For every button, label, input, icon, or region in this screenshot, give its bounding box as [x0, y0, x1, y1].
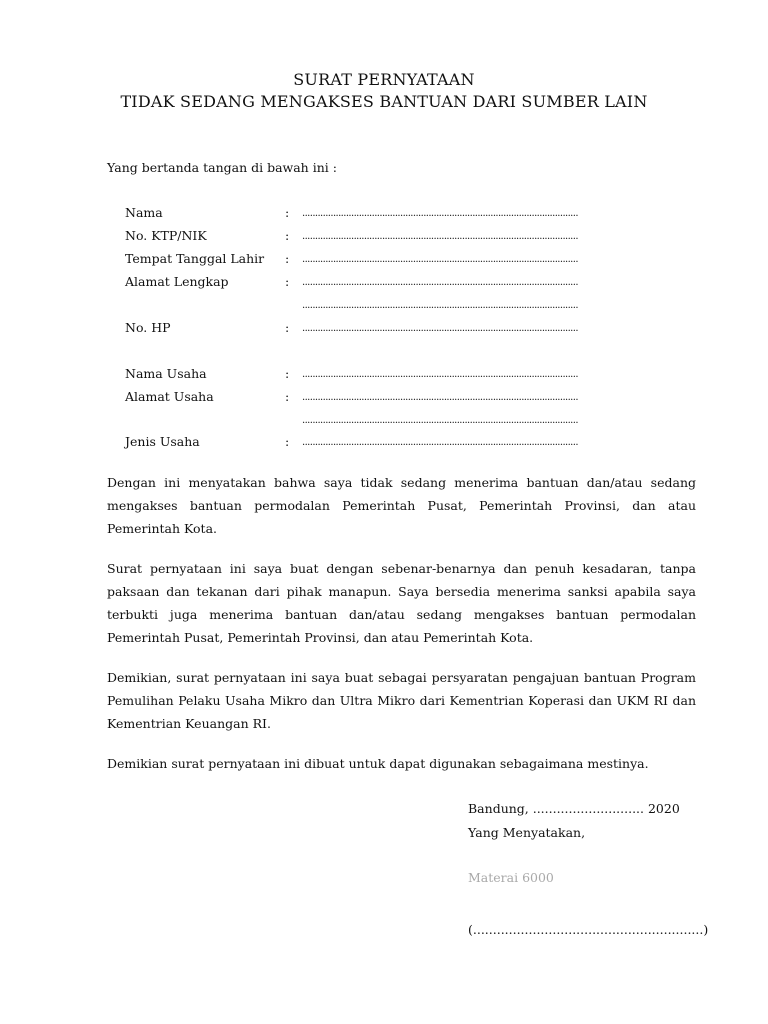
- field-row-nama-usaha: [125, 366, 625, 384]
- field-colon: :: [285, 389, 290, 404]
- field-colon: :: [285, 434, 290, 449]
- field-row-hp: [125, 320, 625, 338]
- field-row-ktp: [125, 228, 625, 246]
- field-blank-alamat: ...........................................................................................................: [302, 277, 578, 288]
- paragraph-purpose: Demikian, surat pernyataan ini saya buat sebagai persyaratan pengajuan bantuan Program Pemulihan Pelaku Usaha Mikro dan Ultra Mikro dari Kementrian Koperasi dan UKM RI dan Kementrian Keuangan RI.: [107, 670, 696, 731]
- document-title: SURAT PERNYATAAN: [293, 70, 475, 89]
- field-blank-alamat-2: ...........................................................................................................: [302, 300, 578, 311]
- field-blank-nama: ...........................................................................................................: [302, 208, 578, 219]
- field-row-alamat: [125, 274, 625, 292]
- field-blank-alamat-usaha-2: ...........................................................................................................: [302, 415, 578, 426]
- field-label-ttl: Tempat Tanggal Lahir: [125, 251, 265, 266]
- field-row-alamat-usaha: [125, 389, 625, 407]
- field-row-alamat-cont: [125, 297, 625, 315]
- field-label-ktp: No. KTP/NIK: [125, 228, 207, 243]
- signature-place-date: Bandung, ............................ 2020: [468, 801, 680, 816]
- field-label-alamat-usaha: Alamat Usaha: [125, 389, 214, 404]
- field-label-hp: No. HP: [125, 320, 171, 335]
- field-row-alamat-usaha-cont: [125, 412, 625, 430]
- field-blank-nama-usaha: ...........................................................................................................: [302, 369, 578, 380]
- signature-declarant: Yang Menyatakan,: [468, 825, 586, 840]
- field-label-nama-usaha: Nama Usaha: [125, 366, 207, 381]
- field-label-nama: Nama: [125, 205, 163, 220]
- paragraph-closing: Demikian surat pernyataan ini dibuat untuk dapat digunakan sebagaimana mestinya.: [107, 756, 649, 771]
- field-row-ttl: [125, 251, 625, 269]
- paragraph-declaration: Surat pernyataan ini saya buat dengan sebenar-benarnya dan penuh kesadaran, tanpa paksaan dan tekanan dari pihak manapun. Saya bersedia menerima sanksi apabila saya terbukti juga menerima bantuan dan/atau sedang mengakses bantuan permodalan Pemerintah Pusat, Pemerintah Provinsi, dan atau Pemerintah Kota.: [107, 561, 696, 645]
- document-subtitle: TIDAK SEDANG MENGAKSES BANTUAN DARI SUMBER LAIN: [120, 92, 648, 111]
- stamp-placeholder: Materai 6000: [468, 870, 554, 885]
- signature-name-line: (..........................................................): [468, 922, 709, 937]
- intro-text: Yang bertanda tangan di bawah ini :: [107, 160, 337, 175]
- field-colon: :: [285, 274, 290, 289]
- field-label-jenis-usaha: Jenis Usaha: [125, 434, 200, 449]
- field-blank-ktp: ...........................................................................................................: [302, 231, 578, 242]
- field-colon: :: [285, 205, 290, 220]
- field-blank-hp: ...........................................................................................................: [302, 323, 578, 334]
- field-colon: :: [285, 228, 290, 243]
- field-colon: :: [285, 366, 290, 381]
- paragraph-statement: Dengan ini menyatakan bahwa saya tidak sedang menerima bantuan dan/atau sedang mengakses bantuan permodalan Pemerintah Pusat, Pemerintah Provinsi, dan atau Pemerintah Kota.: [107, 475, 696, 536]
- field-blank-ttl: ...........................................................................................................: [302, 254, 578, 265]
- field-blank-jenis-usaha: ...........................................................................................................: [302, 437, 578, 448]
- field-colon: :: [285, 320, 290, 335]
- field-colon: :: [285, 251, 290, 266]
- field-blank-alamat-usaha: ...........................................................................................................: [302, 392, 578, 403]
- field-label-alamat: Alamat Lengkap: [125, 274, 229, 289]
- field-row-nama: [125, 205, 625, 223]
- field-row-jenis-usaha: [125, 434, 625, 452]
